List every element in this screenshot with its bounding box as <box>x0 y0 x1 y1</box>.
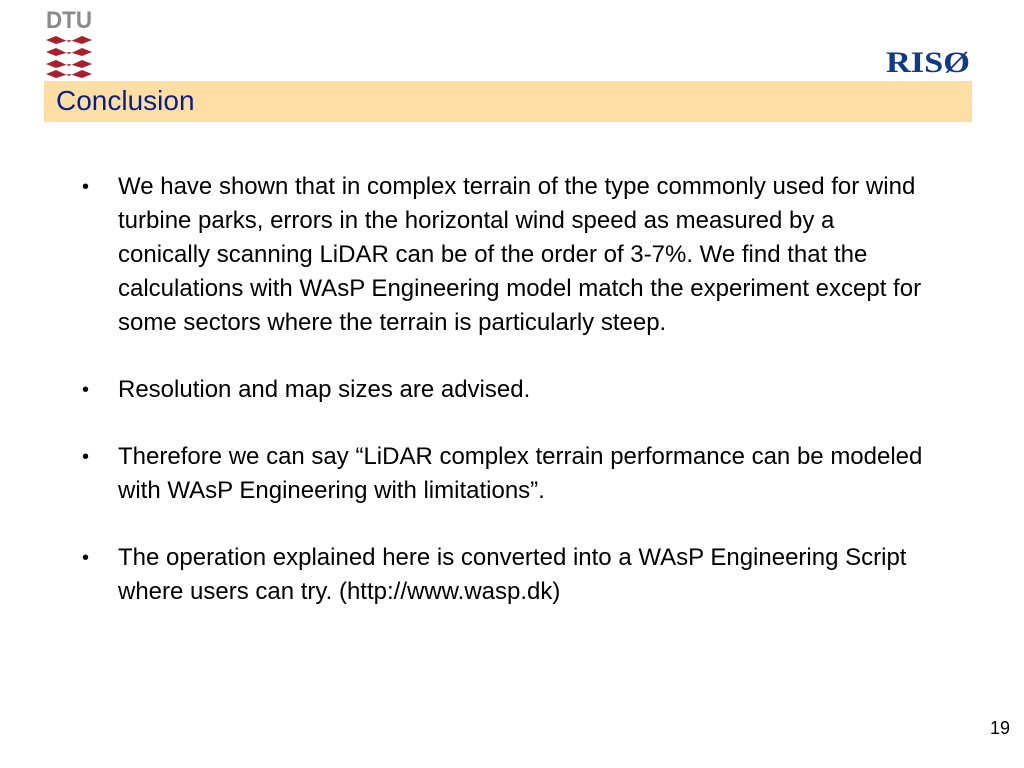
bullet-icon: • <box>82 379 90 401</box>
list-item <box>82 170 942 340</box>
bullet-icon: • <box>82 547 90 569</box>
bullet-icon: • <box>82 176 90 198</box>
bullet-list <box>82 170 942 642</box>
dtu-logo-mark <box>46 36 92 78</box>
list-item <box>82 541 942 609</box>
title-bar <box>44 81 972 122</box>
list-item <box>82 373 942 407</box>
bullet-text: Resolution and map sizes are advised. <box>118 376 531 403</box>
page-title: Conclusion <box>56 85 195 116</box>
riso-logo-text: RISØ <box>886 46 970 76</box>
bullet-icon: • <box>82 446 90 468</box>
list-item <box>82 440 942 508</box>
bullet-text: We have shown that in complex terrain of the type commonly used for wind turbine parks, errors in the horizontal wind speed as measured by a conically scanning LiDAR can be of the order of 3-7%. We find that the calculations with WAsP Engineering model match the experiment except for some sectors where the terrain is particularly steep. <box>118 173 922 336</box>
bullet-text: The operation explained here is converted into a WAsP Engineering Script where users can try. (http://www.wasp.dk) <box>118 544 907 605</box>
dtu-logo <box>44 6 94 78</box>
page-number: 19 <box>989 718 1010 738</box>
riso-logo <box>884 46 972 76</box>
dtu-logo-text: DTU <box>46 7 92 34</box>
bullet-text: Therefore we can say “LiDAR complex terrain performance can be modeled with WAsP Engineering with limitations”. <box>118 443 923 504</box>
